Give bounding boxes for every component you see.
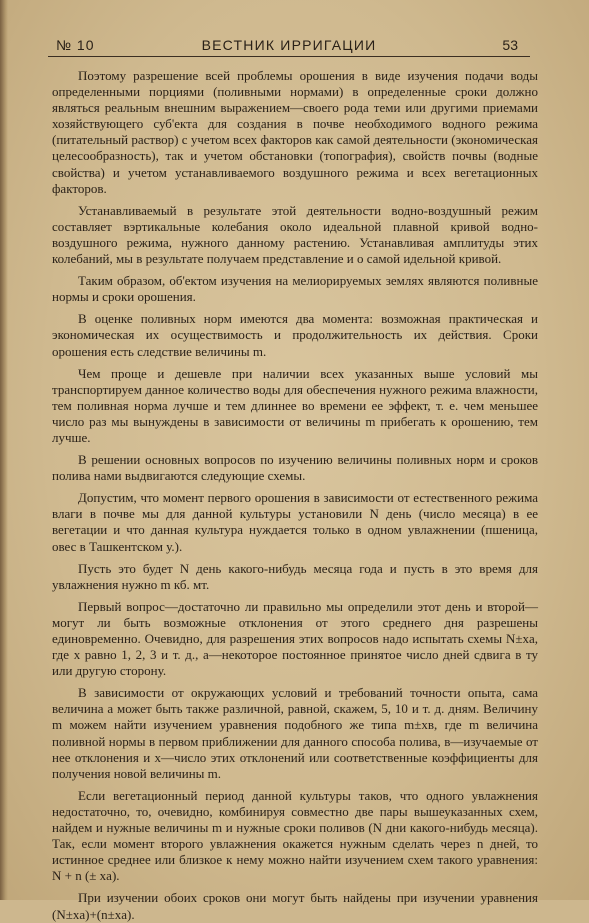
paragraph: Чем проще и дешевле при наличии всех указанных выше условий мы транспортируем данное количество воды для обеспечения нужного режима влажности, тем поливная норма лучше и тем длиннее во времени ее эффект, т. е. чем меньшее число раз мы вынуждены в зависимости от величины m прибегать к орошению, тем лучше. xyxy=(52,365,538,445)
paragraph: В зависимости от окружающих условий и требований точности опыта, сама величина a может быть также различной, равной, скажем, 5, 10 и т. д. дням. Величину m можем найти изучением уравнения подобного же типа m±xв, где m величина поливной нормы в первом приближении для данного способа полива, в—изучаемые от нее отклонения и x—число этих отклонений или соответственные коэффициенты для получения новой величины m. xyxy=(52,685,538,781)
paragraph: Устанавливаемый в результате этой деятельности водно-воздушный режим составляет вэртикальные колебания около идеальной плавной кривой водно-воздушного режима, нужного данному растению. Устанавливая амплитуды этих колебаний, мы в результате получаем представление и о самой идельной кривой. xyxy=(52,202,538,267)
page-binding-edge xyxy=(0,0,8,900)
paragraph: Таким образом, об'ектом изучения на мелиорируемых землях являются поливные нормы и сроки орошения. xyxy=(52,273,538,305)
paragraph: В решении основных вопросов по изучению величины поливных норм и сроков полива нами выдвигаются следующие схемы. xyxy=(52,452,538,484)
paragraph: Если вегетационный период данной культуры таков, что одного увлажнения недостаточно, то, очевидно, комбинируя совместно две пары вышеуказанных схем, найдем и нужные величины m и нужные сроки поливов (N дни какого-нибудь месяца). Так, если момент второго увлажнения окажется нужным сделать через n дней, то истинное среднее или близкое к нему можно найти изучением схем такого уравнения: N + n (± xa). xyxy=(52,787,538,884)
running-header xyxy=(48,34,530,57)
paragraph: Пусть это будет N день какого-нибудь месяца года и пусть в это время для увлажнения нужно m кб. мт. xyxy=(52,560,538,592)
paragraph: Поэтому разрешение всей проблемы орошения в виде изучения подачи воды определенными порциями (поливными нормами) в определенные сроки должно являться реальным внешним выражением—своего рода теми или другими приемами хозяйствующего суб'екта для создания в почве необходимого водного режима (питательный раствор) с учетом всех факторов как самой деятельности (экономическая целесообразность), так и учетом обстановки (топография), свойств почвы (водные свойства) и учетом устанавливаемого воздушного режима и всех вегетационных факторов. xyxy=(52,68,538,196)
page-number: 53 xyxy=(502,37,518,53)
article-body xyxy=(52,68,538,923)
journal-title: ВЕСТНИК ИРРИГАЦИИ xyxy=(201,37,377,53)
paragraph: При изучении обоих сроков они могут быть найдены при изучении уравнения (N±xa)+(n±xa). xyxy=(52,890,538,922)
paragraph: В оценке поливных норм имеются два момента: возможная практическая и экономическая их осуществимость и продолжительность их действия. Сроки орошения есть следствие величины m. xyxy=(52,311,538,359)
issue-number: № 10 xyxy=(56,37,95,53)
paragraph: Первый вопрос—достаточно ли правильно мы определили этот день и второй—могут ли быть возможные отклонения от этого среднего дня разрешены единовременно. Очевидно, для разрешения этих вопросов надо испытать схемы N±xa, где x равно 1, 2, 3 и т. д., a—некоторое постоянное принятое число дней сдвига в ту или другую сторону. xyxy=(52,598,538,679)
paragraph: Допустим, что момент первого орошения в зависимости от естественного режима влаги в почве мы для данной культуры установили N день (число месяца) в ее вегетации и что данная культура нуждается только в одном увлажнении (пшеница, овес в Ташкентском у.). xyxy=(52,490,538,554)
